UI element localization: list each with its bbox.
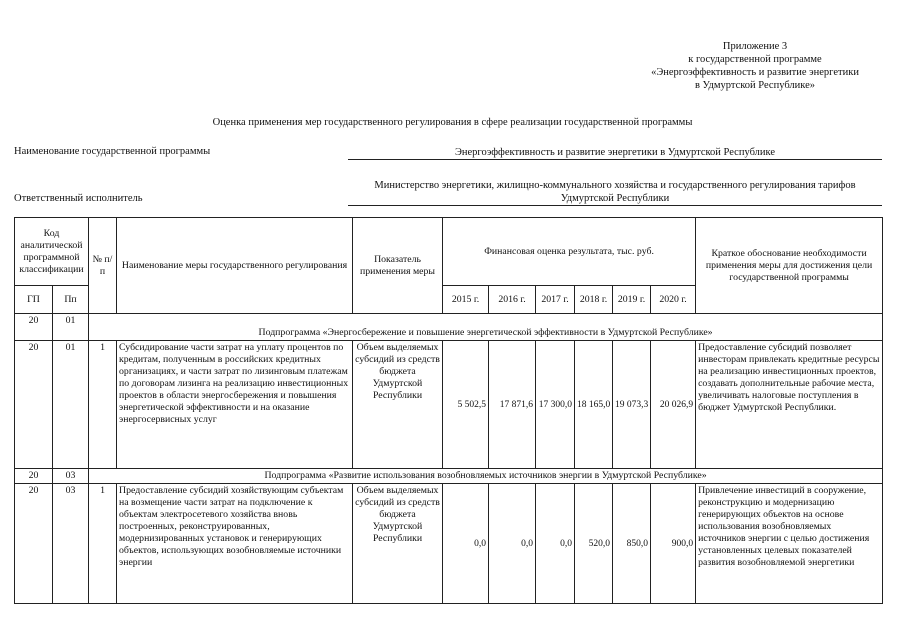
value-cell: 900,0 <box>651 484 696 604</box>
value-cell: 18 165,0 <box>575 341 613 469</box>
value-cell: 850,0 <box>613 484 651 604</box>
subprogram-row <box>15 314 883 341</box>
executor-value-line: Удмуртской Республики <box>560 193 670 204</box>
gp-header: ГП <box>15 286 53 314</box>
value-cell: 20 026,9 <box>651 341 696 469</box>
subprogram-row <box>15 469 883 484</box>
measure-header: Наименование меры государственного регулирования <box>117 218 353 314</box>
year-header: 2016 г. <box>489 286 536 314</box>
gp-cell: 20 <box>15 469 53 484</box>
indicator-cell: Объем выделяемых субсидий из средств бюджета Удмуртской Республики <box>353 484 443 604</box>
rationale-cell: Предоставление субсидий позволяет инвесторам привлекать кредитные ресурсы на реализацию инвестиционных проектов, создавать дополнительные рабочие места, увеличивать налоговые поступления в бюджет Удмуртской Республики. <box>696 341 883 469</box>
num-cell: 1 <box>89 341 117 469</box>
program-label: Наименование государственной программы <box>14 146 211 157</box>
gp-cell: 20 <box>15 484 53 604</box>
regulation-table <box>14 217 883 604</box>
value-cell: 0,0 <box>536 484 575 604</box>
year-header: 2015 г. <box>443 286 489 314</box>
year-header: 2019 г. <box>613 286 651 314</box>
rationale-cell: Привлечение инвестиций в сооружение, реконструкцию и модернизацию генерирующих объектов на основе использования возобновляемых источников энергии с целью достижения установленных целевых показателей развития возобновляемой энергетики <box>696 484 883 604</box>
pp-cell: 03 <box>53 484 89 604</box>
appendix-line: в Удмуртской Республике» <box>694 80 816 91</box>
pp-header: Пп <box>53 286 89 314</box>
gp-cell: 20 <box>15 314 53 341</box>
value-cell: 0,0 <box>489 484 536 604</box>
pp-cell: 01 <box>53 314 89 341</box>
document-title: Оценка применения мер государственного регулирования в сфере реализации государственной программы <box>212 117 693 128</box>
executor-value <box>348 179 882 205</box>
year-header: 2020 г. <box>651 286 696 314</box>
table-row <box>15 341 883 469</box>
appendix-header <box>640 40 870 92</box>
executor-value-line: Министерство энергетики, жилищно-коммунального хозяйства и государственного регулирования тарифов <box>374 180 856 191</box>
pp-cell: 03 <box>53 469 89 484</box>
measure-cell: Предоставление субсидий хозяйствующим субъектам на возмещение части затрат на подключение к объектам электросетевого хозяйства вновь построенных, реконструированных, модернизированных установок и генерирующих объектов, использующих возобновляемые источники энергии <box>117 484 353 604</box>
pp-cell: 01 <box>53 341 89 469</box>
subprogram-title: Подпрограмма «Развитие использования возобновляемых источников энергии в Удмуртской Республике» <box>89 469 883 484</box>
year-header: 2018 г. <box>575 286 613 314</box>
num-header: № п/п <box>89 218 117 314</box>
indicator-cell: Объем выделяемых субсидий из средств бюджета Удмуртской Республики <box>353 341 443 469</box>
executor-label: Ответственный исполнитель <box>14 193 143 204</box>
rationale-header: Краткое обоснование необходимости применения меры для достижения цели государственной программы <box>696 218 883 314</box>
program-underline <box>348 159 882 160</box>
program-value: Энергоэффективность и развитие энергетики в Удмуртской Республике <box>454 147 776 158</box>
value-cell: 5 502,5 <box>443 341 489 469</box>
table-row <box>15 484 883 604</box>
executor-underline <box>348 205 882 206</box>
value-cell: 17 300,0 <box>536 341 575 469</box>
value-cell: 17 871,6 <box>489 341 536 469</box>
finance-header: Финансовая оценка результата, тыс. руб. <box>443 218 696 286</box>
subprogram-title: Подпрограмма «Энергосбережение и повышение энергетической эффективности в Удмуртской Республике» <box>89 314 883 341</box>
year-header: 2017 г. <box>536 286 575 314</box>
indicator-header: Показатель применения меры <box>353 218 443 314</box>
gp-cell: 20 <box>15 341 53 469</box>
appendix-line: «Энергоэффективность и развитие энергетики <box>651 67 859 78</box>
measure-cell: Субсидирование части затрат на уплату процентов по кредитам, полученным в российских кредитных организациях, и части затрат по лизинговым платежам по договорам лизинга на реализацию инвестиционных проектов в области энергосбережения и повышения энергетической эффективности и на оказание энергосервисных услуг <box>117 341 353 469</box>
code-header: Код аналитической программной классификации <box>15 218 89 286</box>
value-cell: 520,0 <box>575 484 613 604</box>
value-cell: 19 073,3 <box>613 341 651 469</box>
num-cell: 1 <box>89 484 117 604</box>
value-cell: 0,0 <box>443 484 489 604</box>
appendix-line: к государственной программе <box>688 54 822 65</box>
header-row <box>15 218 883 286</box>
appendix-line: Приложение 3 <box>722 41 788 52</box>
